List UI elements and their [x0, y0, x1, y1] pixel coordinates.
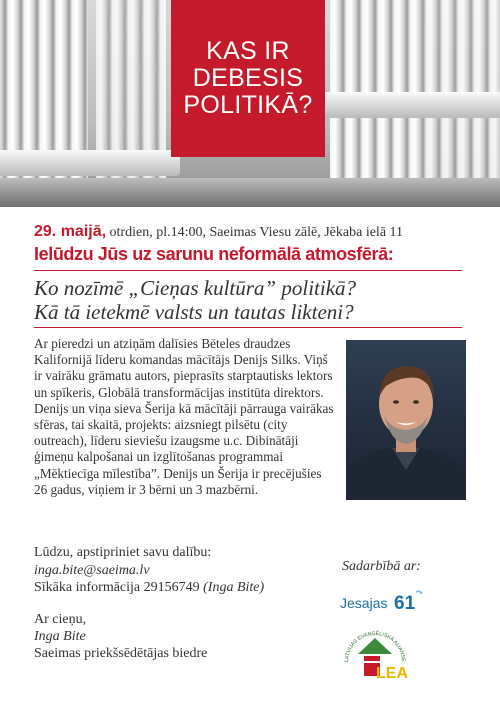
event-time-place: otrdien, pl.14:00, Saeimas Viesu zālē, Jēkaba ielā 11: [106, 225, 404, 240]
question-line: Kā tā ietekmē valsts un tautas likteni?: [34, 300, 354, 324]
header-banner: [0, 0, 500, 207]
event-date: 29. maijā,: [34, 223, 107, 240]
speaker-bio: Ar pieredzi un atziņām dalīsies Bēteles draudzes Kalifornijā līderu komandas mācītājs Denijs Silks. Viņš ir vairāku grāmatu autors, pieprasīts starptautisks lektors un spīkeris, Globālā transformācijas institūta direktors. Denijs un viņa sieva Šerija kā mācītāji pārrauga vairākas sfēras, tai skaitā, projekts: aizsniegt pilsētu (city outreach), līderu sieviešu izaugsme u.c. Dibinātāji ģimeņu kalpošanai un izglītošanas programmai „Mēktiecīga mīlestība”. Denijs un Šerija ir precējušies 26 gadus, viņiem ir 3 bērni un 3 mazbērni.: [34, 336, 334, 497]
logo-lea-letters: LEA: [376, 665, 408, 682]
info-line: [34, 580, 264, 596]
signer-role: Saeimas priekšsēdētājas biedre: [34, 646, 208, 661]
lea-alliance-logo: [340, 628, 410, 692]
regards-text: Ar cieņu,: [34, 612, 87, 627]
partners-label: Sadarbībā ar:: [342, 559, 421, 574]
logo-lea-arc-text: LATVIJAS EVAŅĢĒLISKĀ ALIANSE: [343, 630, 407, 663]
logo-jesajas-number: 61: [394, 593, 416, 614]
invitation-heading: Ielūdzu Jūs uz sarunu neformālā atmosfērā:: [34, 244, 394, 264]
signer-name: Inga Bite: [34, 629, 86, 644]
column-capital-right: [322, 92, 500, 118]
column-base: [0, 178, 500, 207]
rsvp-text: Lūdzu, apstipriniet savu dalību:: [34, 545, 212, 560]
jesajas-61-logo: [340, 588, 424, 614]
question-line: Ko nozīmē „Cieņas kultūra” politikā?: [34, 276, 357, 300]
portrait-photo: [346, 340, 466, 500]
divider: [34, 327, 462, 328]
divider: [34, 270, 462, 271]
rsvp-email[interactable]: inga.bite@saeima.lv: [34, 563, 150, 578]
logo-jesajas-text: Jesajas: [340, 595, 388, 611]
event-date-line: [34, 223, 403, 241]
column-capital-left: [0, 150, 180, 176]
title-line: POLITIKĀ?: [183, 91, 313, 119]
title-line: DEBESIS: [192, 64, 304, 92]
info-name: (Inga Bite): [203, 580, 265, 595]
title-box: [171, 0, 325, 157]
title-line: KAS IR: [206, 37, 290, 65]
info-phone: Sīkāka informācija 29156749: [34, 580, 204, 595]
